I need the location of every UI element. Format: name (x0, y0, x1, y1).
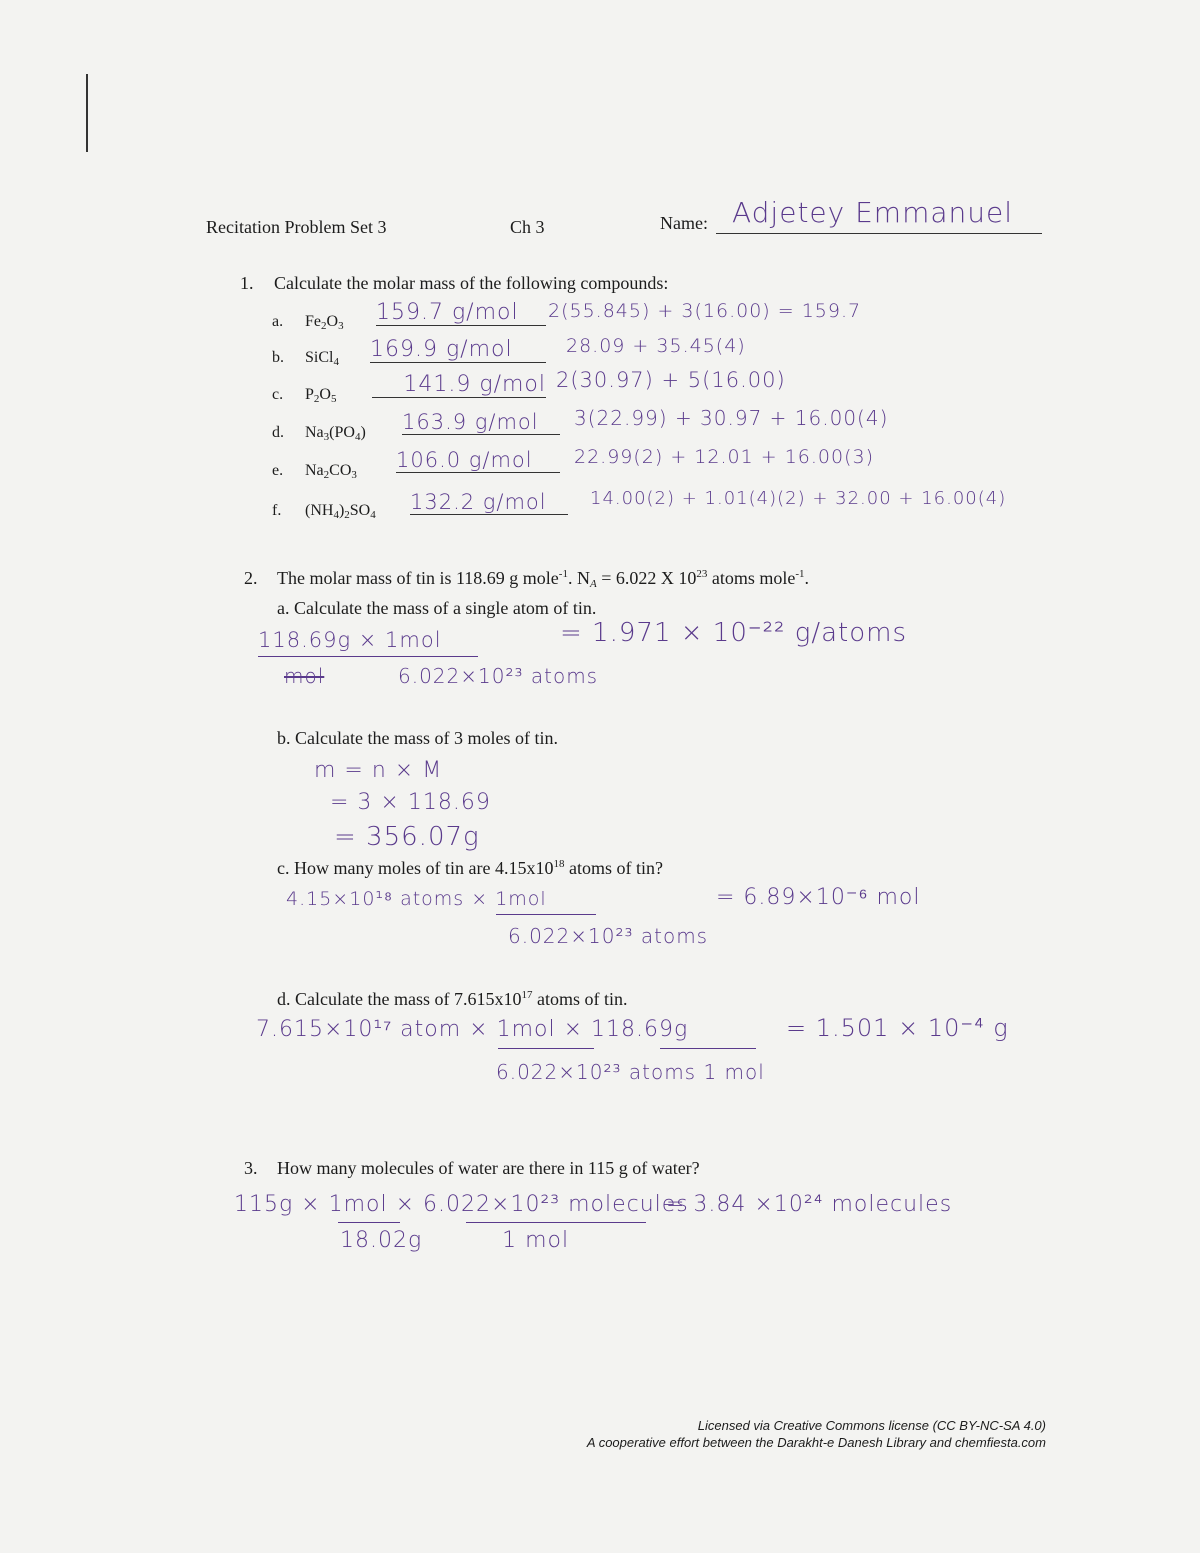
chapter-label: Ch 3 (510, 217, 545, 237)
q2d-work-numerator: 7.615×10¹⁷ atom × 1mol × 118.69g (256, 1017, 689, 1042)
q2a-work-den-right: 6.022×10²³ atoms (398, 664, 599, 688)
q3-number: 3. (244, 1158, 258, 1178)
q2a-result: = 1.971 × 10⁻²² g/atoms (560, 618, 907, 648)
q1-number: 1. (240, 273, 254, 293)
worksheet-title: Recitation Problem Set 3 (206, 217, 387, 237)
q1a-formula: $Fe_2O_3$ (305, 313, 344, 332)
q2c-work-denominator: 6.022×10²³ atoms (508, 924, 709, 948)
q3-work-denominator: 18.02g 1 mol (340, 1228, 570, 1253)
q2c-fraction-bar (496, 914, 596, 915)
name-label: Name: (660, 213, 708, 233)
q1d-answer: 163.9 g/mol (402, 410, 560, 435)
q2a-work-numerator: 118.69g × 1mol (258, 628, 442, 652)
license-line: Licensed via Creative Commons license (CC BY-NC-SA 4.0) (697, 1418, 1046, 1433)
q1c-work: 2(30.97) + 5(16.00) (556, 368, 786, 392)
q2b-label: b. Calculate the mass of 3 moles of tin. (277, 728, 558, 748)
q1c-answer: 141.9 g/mol (372, 372, 546, 398)
q2b-line1: m = n × M (314, 758, 443, 783)
q1c-letter: c. (272, 386, 284, 403)
q2c-work-numerator: 4.15×10¹⁸ atoms × 1mol (286, 888, 547, 910)
q2a-work-den-left: mol (284, 664, 325, 688)
q1b-formula: SiCl$_4$ (305, 349, 339, 368)
q2b-line2: = 3 × 118.69 (330, 790, 491, 815)
q1d-formula: $Na_3(PO_4)$ (305, 424, 366, 443)
q2d-result: = 1.501 × 10⁻⁴ g (786, 1014, 1009, 1042)
q1a-answer: 159.7 g/mol (376, 300, 546, 326)
q1e-formula: $Na_2CO_3$ (305, 462, 357, 481)
q2a-fraction-bar (258, 656, 478, 657)
q1b-letter: b. (272, 349, 284, 366)
q1e-work: 22.99(2) + 12.01 + 16.00(3) (574, 446, 875, 468)
q1f-formula: $(NH_4)_2SO_4$ (305, 502, 376, 521)
q1e-answer: 106.0 g/mol (396, 448, 560, 473)
q3-work-numerator: 115g × 1mol × 6.022×10²³ molecules (234, 1192, 689, 1217)
q1d-letter: d. (272, 424, 284, 441)
q1c-formula: $P_2O_5$ (305, 386, 337, 405)
name-underline (716, 232, 1042, 234)
q2-number: 2. (244, 568, 258, 588)
q2d-fraction-bar-2 (660, 1048, 756, 1049)
q2d-work-denominator: 6.022×10²³ atoms 1 mol (496, 1060, 765, 1084)
q2c-label: c. How many moles of tin are $4.15x10^{18}$ atoms of tin? (277, 858, 663, 878)
q1f-answer: 132.2 g/mol (410, 490, 568, 515)
q1f-work: 14.00(2) + 1.01(4)(2) + 32.00 + 16.00(4) (590, 488, 1007, 509)
q2b-line3: = 356.07g (334, 822, 480, 852)
q1e-letter: e. (272, 462, 284, 479)
q2d-label: d. Calculate the mass of $7.615x10^{17}$ atoms of tin. (277, 989, 628, 1009)
q3-fraction-bar-2 (466, 1222, 646, 1223)
q2c-result: = 6.89×10⁻⁶ mol (716, 885, 921, 910)
q1a-work: 2(55.845) + 3(16.00) = 159.7 (548, 300, 862, 322)
q1f-letter: f. (272, 502, 282, 519)
q2d-fraction-bar-1 (498, 1048, 594, 1049)
q2a-label: a. Calculate the mass of a single atom of tin. (277, 598, 597, 618)
q3-prompt: How many molecules of water are there in 115 g of water? (277, 1158, 700, 1178)
q2-prompt: The molar mass of tin is 118.69 g mole$^{-1}$. $N_A = 6.022$ X $10^{23}$ atoms mole$^{-1}$. (277, 568, 810, 590)
credit-line: A cooperative effort between the Darakht-e Danesh Library and chemfiesta.com (586, 1435, 1046, 1450)
q1a-letter: a. (272, 313, 284, 330)
margin-pen-mark (86, 74, 88, 152)
q1b-answer: 169.9 g/mol (370, 337, 546, 363)
student-name: Adjetey Emmanuel (732, 196, 1014, 229)
q1b-work: 28.09 + 35.45(4) (566, 335, 746, 357)
q3-fraction-bar-1 (338, 1222, 400, 1223)
q1-prompt: Calculate the molar mass of the following compounds: (274, 273, 669, 293)
q3-result: = 3.84 ×10²⁴ molecules (666, 1192, 953, 1217)
q1d-work: 3(22.99) + 30.97 + 16.00(4) (574, 406, 889, 430)
